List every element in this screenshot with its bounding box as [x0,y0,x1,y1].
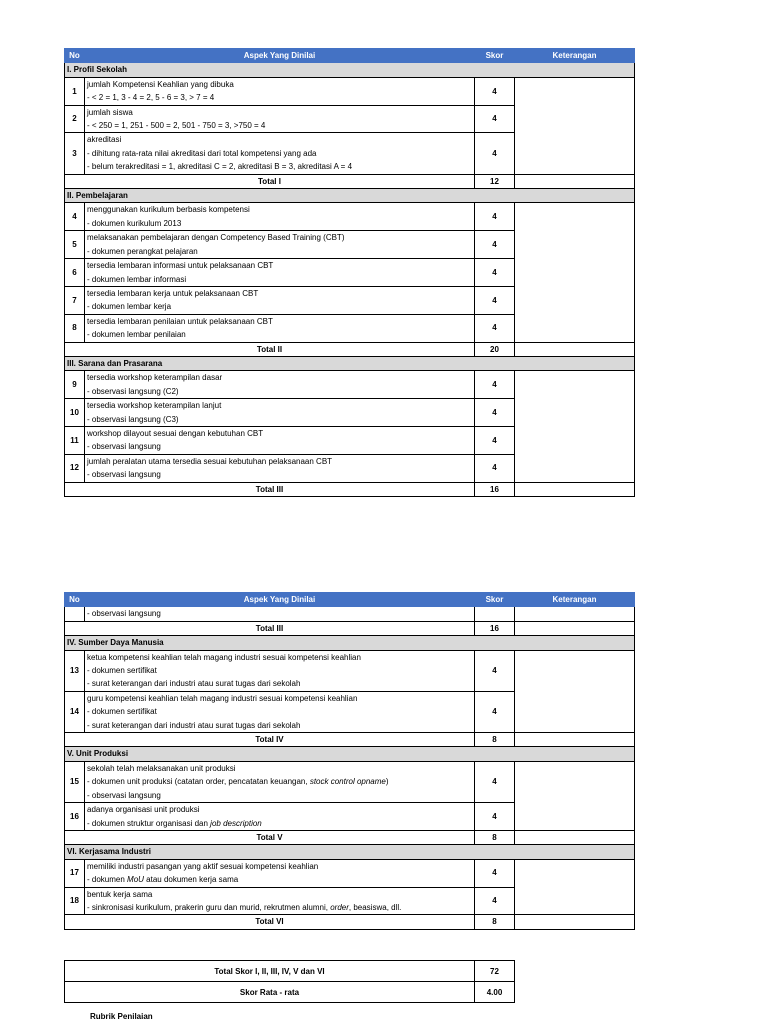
item-evidence: - surat keterangan dari industri atau surat tugas dari sekolah [85,719,475,733]
total-value: 8 [475,915,515,929]
item-number: 15 [65,761,85,802]
item-score: 4 [475,691,515,732]
item-number: 8 [65,314,85,342]
item-evidence: - dokumen lembar informasi [85,273,475,287]
item-evidence: - observasi langsung [85,789,475,803]
total-row [65,733,635,747]
summary-box [64,960,516,1003]
item-score: 4 [475,371,515,399]
item-number: 3 [65,133,85,174]
item-criterion: ketua kompetensi keahlian telah magang industri sesuai kompetensi keahlian [85,650,475,664]
item-evidence: - belum terakreditasi = 1, akreditasi C = 2, akreditasi B = 3, akreditasi A = 4 [85,160,475,174]
table-row [65,761,635,775]
item-evidence: - observasi langsung [85,440,475,454]
item-criterion: menggunakan kurikulum berbasis kompetensi [85,203,475,217]
total-keterangan [515,174,635,188]
item-criterion: tersedia workshop keterampilan dasar [85,371,475,385]
item-evidence: - < 250 = 1, 251 - 500 = 2, 501 - 750 = 3, >750 = 4 [85,119,475,133]
total-keterangan [515,915,635,929]
total-row [65,342,635,356]
item-evidence: - surat keterangan dari industri atau surat tugas dari sekolah [85,677,475,691]
item-criterion: memiliki industri pasangan yang aktif sesuai kompetensi keahlian [85,859,475,873]
total-label: Total V [65,830,475,844]
table-row [65,77,635,91]
item-number: 16 [65,803,85,831]
item-number-cont [65,607,85,621]
section-row [65,636,635,650]
item-evidence: - dokumen kurikulum 2013 [85,217,475,231]
total-row [65,174,635,188]
total-label: Total VI [65,915,475,929]
summary-table [64,960,515,1003]
item-criterion: adanya organisasi unit produksi [85,803,475,817]
assessment-table-page-1 [64,48,635,497]
item-evidence: - observasi langsung [85,468,475,482]
total-label: Total IV [65,733,475,747]
item-number: 7 [65,286,85,314]
col-keterangan-header: Keterangan [515,49,635,63]
item-evidence: - dokumen lembar penilaian [85,328,475,342]
total-keterangan [515,621,635,635]
item-evidence: - dokumen lembar kerja [85,300,475,314]
keterangan-cell [515,859,635,915]
total-keterangan [515,830,635,844]
total-row [65,482,635,496]
item-number: 13 [65,650,85,691]
item-criterion: guru kompetensi keahlian telah magang industri sesuai kompetensi keahlian [85,691,475,705]
total-keterangan [515,733,635,747]
item-criterion: tersedia lembaran kerja untuk pelaksanaan CBT [85,286,475,300]
item-evidence: - dokumen perangkat pelajaran [85,245,475,259]
item-score: 4 [475,105,515,133]
item-evidence: - observasi langsung [85,607,475,621]
summary-avg-value: 4.00 [475,982,515,1003]
total-value: 12 [475,174,515,188]
section-row [65,747,635,761]
item-score: 4 [475,859,515,887]
item-score: 4 [475,803,515,831]
item-criterion: jumlah siswa [85,105,475,119]
table-row [65,607,635,621]
table-row [65,203,635,217]
item-number: 9 [65,371,85,399]
item-criterion: jumlah Kompetensi Keahlian yang dibuka [85,77,475,91]
summary-avg-label: Skor Rata - rata [65,982,475,1003]
total-keterangan [515,482,635,496]
section-title: IV. Sumber Daya Manusia [65,636,635,650]
item-number: 11 [65,426,85,454]
total-value: 20 [475,342,515,356]
assessment-table-page-2 [64,592,635,930]
section-row [65,63,635,77]
item-evidence: - dokumen MoU atau dokumen kerja sama [85,873,475,887]
table-header [65,593,635,607]
rubrik-heading: Rubrik Penilaian [90,1012,153,1021]
item-score: 4 [475,761,515,802]
col-no-header: No [65,593,85,607]
keterangan-cell [515,371,635,482]
keterangan-cell [515,607,635,621]
item-score: 4 [475,77,515,105]
item-evidence: - dihitung rata-rata nilai akreditasi dari total kompetensi yang ada [85,147,475,160]
total-label: Total I [65,174,475,188]
item-number: 12 [65,454,85,482]
item-number: 2 [65,105,85,133]
section-row [65,845,635,859]
col-skor-header: Skor [475,49,515,63]
col-no-header: No [65,49,85,63]
total-value: 8 [475,733,515,747]
total-row [65,621,635,635]
item-score: 4 [475,231,515,259]
table-row [65,859,635,873]
item-criterion: melaksanakan pembelajaran dengan Competency Based Training (CBT) [85,231,475,245]
total-keterangan [515,342,635,356]
item-criterion: tersedia workshop keterampilan lanjut [85,399,475,413]
item-number: 5 [65,231,85,259]
summary-total-label: Total Skor I, II, III, IV, V dan VI [65,961,475,982]
summary-avg-row [65,982,515,1003]
item-number: 17 [65,859,85,887]
item-criterion: tersedia lembaran penilaian untuk pelaksanaan CBT [85,314,475,328]
item-number: 1 [65,77,85,105]
col-aspek-header: Aspek Yang Dinilai [85,593,475,607]
col-aspek-header: Aspek Yang Dinilai [85,49,475,63]
item-criterion: bentuk kerja sama [85,887,475,901]
item-evidence: - < 2 = 1, 3 - 4 = 2, 5 - 6 = 3, > 7 = 4 [85,91,475,105]
item-evidence: - sinkronisasi kurikulum, prakerin guru dan murid, rekrutmen alumni, order, beasiswa, dll. [85,901,475,915]
table-row [65,371,635,385]
item-score: 4 [475,887,515,915]
item-number: 4 [65,203,85,231]
item-score: 4 [475,133,515,174]
item-criterion: workshop dilayout sesuai dengan kebutuhan CBT [85,426,475,440]
total-label: Total II [65,342,475,356]
keterangan-cell [515,77,635,174]
keterangan-cell [515,203,635,342]
col-keterangan-header: Keterangan [515,593,635,607]
item-score: 4 [475,286,515,314]
total-label: Total III [65,621,475,635]
summary-total-row [65,961,515,982]
col-skor-header: Skor [475,593,515,607]
item-score: 4 [475,650,515,691]
item-criterion: tersedia lembaran informasi untuk pelaksanaan CBT [85,259,475,273]
item-number: 18 [65,887,85,915]
page-1 [64,48,597,494]
table-header [65,49,635,63]
section-title: I. Profil Sekolah [65,63,635,77]
section-row [65,356,635,370]
section-row [65,189,635,203]
item-number: 14 [65,691,85,732]
item-number: 10 [65,399,85,427]
item-criterion: akreditasi [85,133,475,147]
item-score: 4 [475,399,515,427]
keterangan-cell [515,650,635,732]
total-row [65,915,635,929]
item-evidence: - observasi langsung (C3) [85,413,475,427]
item-evidence: - observasi langsung (C2) [85,385,475,399]
total-value: 16 [475,621,515,635]
summary-total-value: 72 [475,961,515,982]
item-evidence: - dokumen sertifikat [85,664,475,677]
table-row [65,650,635,664]
total-label: Total III [65,482,475,496]
total-row [65,830,635,844]
section-title: III. Sarana dan Prasarana [65,356,635,370]
section-title: VI. Kerjasama Industri [65,845,635,859]
item-score: 4 [475,454,515,482]
total-value: 16 [475,482,515,496]
item-evidence: - dokumen unit produksi (catatan order, pencatatan keuangan, stock control opname) [85,775,475,788]
section-title: V. Unit Produksi [65,747,635,761]
item-score-cont [475,607,515,621]
item-score: 4 [475,203,515,231]
item-evidence: - dokumen struktur organisasi dan job description [85,817,475,831]
total-value: 8 [475,830,515,844]
item-score: 4 [475,426,515,454]
item-criterion: sekolah telah melaksanakan unit produksi [85,761,475,775]
item-score: 4 [475,314,515,342]
keterangan-cell [515,761,635,830]
item-criterion: jumlah peralatan utama tersedia sesuai kebutuhan pelaksanaan CBT [85,454,475,468]
item-score: 4 [475,259,515,287]
page-2 [64,592,597,964]
item-number: 6 [65,259,85,287]
section-title: II. Pembelajaran [65,189,635,203]
item-evidence: - dokumen sertifikat [85,705,475,718]
